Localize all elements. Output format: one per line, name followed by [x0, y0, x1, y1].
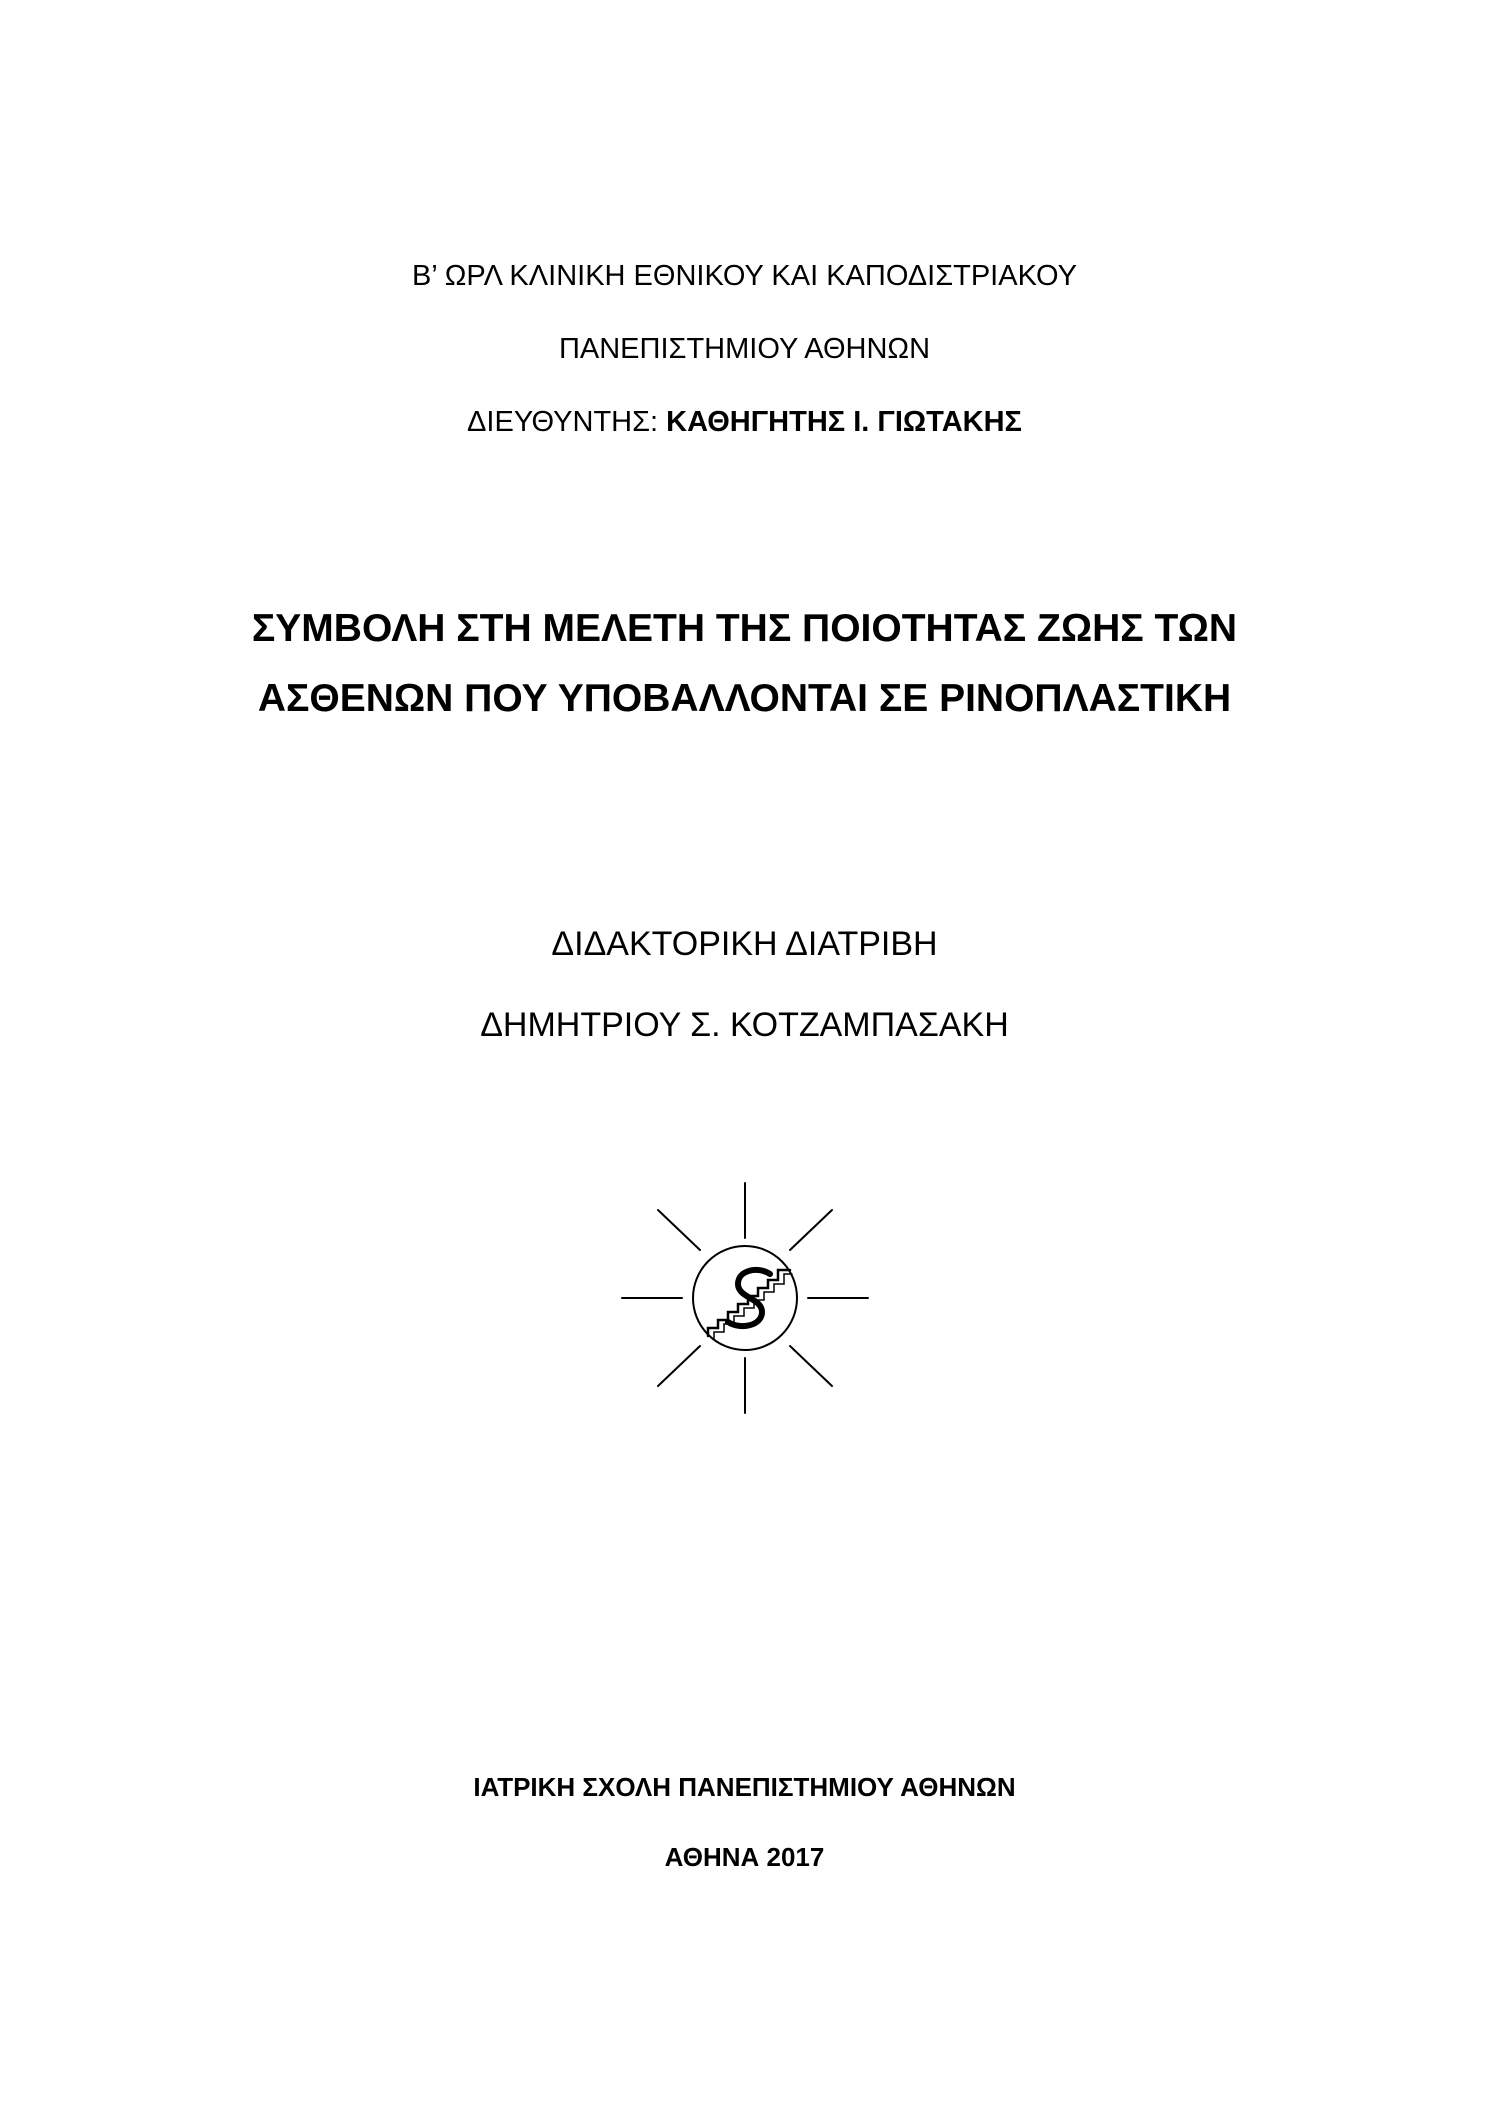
director-label: ΔΙΕΥΘΥΝΤΗΣ:: [467, 406, 667, 438]
thesis-title-line-1: ΣΥΜΒΟΛΗ ΣΤΗ ΜΕΛΕΤΗ ΤΗΣ ΠΟΙΟΤΗΤΑΣ ΖΩΗΣ ΤΩΝ: [251, 607, 1238, 650]
university-line: ΠΑΝΕΠΙΣΤΗΜΙΟΥ ΑΘΗΝΩΝ: [558, 333, 931, 365]
place-year: ΑΘΗΝΑ 2017: [664, 1842, 825, 1872]
thesis-author: ΔΗΜΗΤΡΙΟΥ Σ. ΚΟΤΖΑΜΠΑΣΑΚΗ: [480, 1006, 1009, 1044]
thesis-type: ΔΙΔΑΚΤΟΡΙΚΗ ΔΙΑΤΡΙΒΗ: [551, 925, 938, 963]
thesis-title-line-2: ΑΣΘΕΝΩΝ ΠΟΥ ΥΠΟΒΑΛΛΟΝΤΑΙ ΣΕ ΡΙΝΟΠΛΑΣΤΙΚΗ: [257, 677, 1232, 720]
director-name: ΚΑΘΗΓΗΤΗΣ Ι. ΓΙΩΤΑΚΗΣ: [666, 406, 1022, 438]
school-name: ΙΑΤΡΙΚΗ ΣΧΟΛΗ ΠΑΝΕΠΙΣΤΗΜΙΟΥ ΑΘΗΝΩΝ: [473, 1772, 1016, 1802]
emblem-ray: [790, 1346, 832, 1386]
sun-staircase-emblem-icon: [620, 1178, 870, 1418]
clinic-line: Β’ ΩΡΛ ΚΛΙΝΙΚΗ ΕΘΝΙΚΟΥ ΚΑΙ ΚΑΠΟΔΙΣΤΡΙΑΚΟΥ: [411, 260, 1078, 292]
emblem-ray: [658, 1210, 700, 1250]
emblem-ray: [790, 1210, 832, 1250]
director-line: [0, 406, 1489, 439]
emblem-staircase-shadow: [714, 1274, 792, 1340]
emblem-ray: [658, 1346, 700, 1386]
